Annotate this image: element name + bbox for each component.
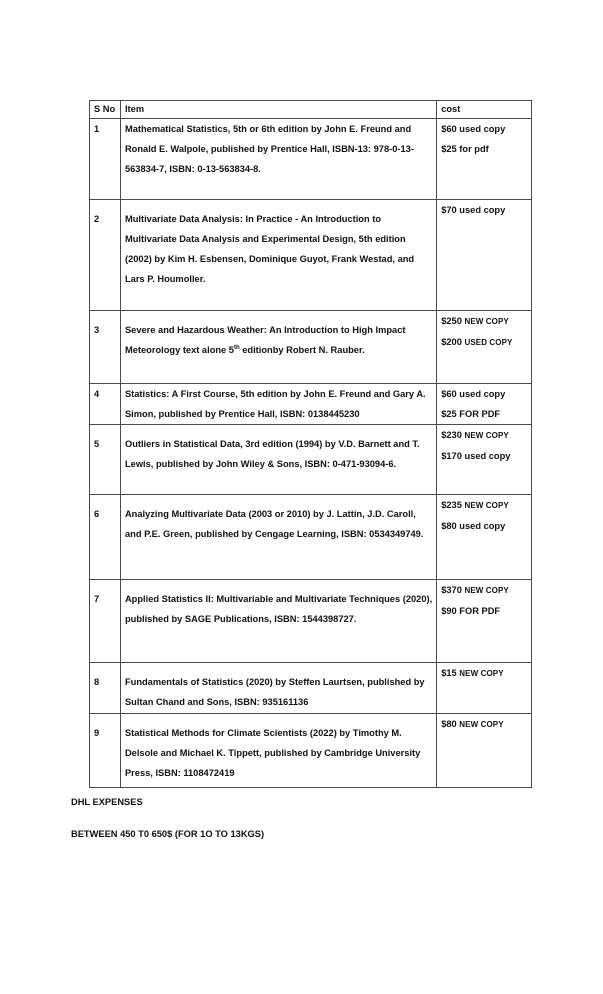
row-sno: 6 [90, 495, 121, 580]
table-row [90, 311, 532, 384]
row-item: Multivariate Data Analysis: In Practice - An Introduction to Multivariate Data Analysis and Experimental Design, 5th edition (2002) by Kim H. Esbensen, Dominique Guyot, Frank Westad, and Lars P. Houmoller. [120, 200, 436, 311]
row-item: Outliers in Statistical Data, 3rd edition (1994) by V.D. Barnett and T. Lewis, published by John Wiley & Sons, ISBN: 0-471-93094-6. [120, 425, 436, 495]
cost-line [441, 516, 527, 536]
dhl-expenses-note: BETWEEN 450 T0 650$ (FOR 1O TO 13KGS) [71, 829, 265, 839]
cost-label: used copy [459, 389, 506, 399]
header-sno: S No [90, 101, 121, 119]
cost-amount: $70 [441, 205, 457, 215]
header-item: Item [120, 101, 436, 119]
cost-line [441, 425, 527, 446]
dhl-expenses-heading: DHL EXPENSES [71, 797, 143, 807]
row-sno: 4 [90, 384, 121, 425]
row-cost [437, 495, 532, 580]
row-sno: 3 [90, 311, 121, 384]
cost-label: NEW COPY [464, 431, 509, 440]
cost-amount: $60 [441, 389, 457, 399]
row-sno: 9 [90, 714, 121, 788]
row-cost [437, 384, 532, 425]
cost-line [441, 495, 527, 516]
cost-label: NEW COPY [459, 720, 504, 729]
cost-label: NEW COPY [459, 669, 504, 678]
item-text: Severe and Hazardous Weather: An Introduction to High Impact Meteorology text alone 5 [124, 325, 406, 355]
table-row [90, 200, 532, 311]
cost-line [441, 332, 527, 353]
cost-line [441, 601, 527, 621]
cost-line [441, 311, 527, 332]
cost-label: FOR PDF [459, 606, 501, 616]
table-row [90, 495, 532, 580]
cost-label: NEW COPY [464, 317, 509, 326]
cost-line [441, 580, 527, 601]
row-item: Fundamentals of Statistics (2020) by Steffen Laurtsen, published by Sultan Chand and Sons, ISBN: 935161136 [120, 663, 436, 714]
cost-label: used copy [459, 205, 506, 215]
row-sno: 7 [90, 580, 121, 663]
cost-amount: $80 [441, 719, 457, 729]
row-item: Statistics: A First Course, 5th edition by John E. Freund and Gary A. Simon, published by Prentice Hall, ISBN: 0138445230 [120, 384, 436, 425]
cost-label: used copy [459, 124, 506, 134]
cost-line [441, 714, 527, 735]
row-cost [437, 200, 532, 311]
row-item: Analyzing Multivariate Data (2003 or 2010) by J. Lattin, J.D. Caroll, and P.E. Green, published by Cengage Learning, ISBN: 0534349749. [120, 495, 436, 580]
table-row [90, 425, 532, 495]
cost-line [441, 384, 527, 404]
table-row [90, 580, 532, 663]
row-sno: 1 [90, 119, 121, 200]
row-cost [437, 714, 532, 788]
row-cost [437, 119, 532, 200]
cost-label: USED COPY [464, 338, 513, 347]
cost-amount: $250 [441, 316, 462, 326]
cost-amount: $25 [441, 144, 457, 154]
book-cost-table [89, 100, 532, 788]
cost-amount: $235 [441, 500, 462, 510]
cost-line [441, 139, 527, 159]
row-cost [437, 311, 532, 384]
cost-amount: $170 [441, 451, 462, 461]
cost-label: for pdf [459, 144, 489, 154]
row-sno: 2 [90, 200, 121, 311]
table-row [90, 714, 532, 788]
row-item: Applied Statistics II: Multivariable and Multivariate Techniques (2020), published by SAGE Publications, ISBN: 1544398727. [120, 580, 436, 663]
cost-label: used copy [464, 451, 511, 461]
cost-label: used copy [459, 521, 506, 531]
cost-amount: $60 [441, 124, 457, 134]
row-cost [437, 425, 532, 495]
row-sno: 5 [90, 425, 121, 495]
table-row [90, 119, 532, 200]
cost-amount: $230 [441, 430, 462, 440]
header-cost: cost [437, 101, 532, 119]
cost-label: NEW COPY [464, 501, 509, 510]
table-header-row [90, 101, 532, 119]
cost-amount: $370 [441, 585, 462, 595]
row-item [120, 311, 436, 384]
cost-amount: $200 [441, 337, 462, 347]
cost-label: FOR PDF [459, 409, 501, 419]
table-row [90, 384, 532, 425]
cost-label: NEW COPY [464, 586, 509, 595]
item-text: editionby Robert N. Rauber. [239, 345, 365, 355]
superscript: th [233, 344, 240, 351]
cost-line [441, 446, 527, 466]
cost-amount: $25 [441, 409, 457, 419]
cost-amount: $15 [441, 668, 457, 678]
row-sno: 8 [90, 663, 121, 714]
cost-line [441, 119, 527, 139]
cost-amount: $90 [441, 606, 457, 616]
row-cost [437, 580, 532, 663]
cost-line [441, 663, 527, 684]
cost-line [441, 404, 527, 424]
cost-amount: $80 [441, 521, 457, 531]
row-item: Statistical Methods for Climate Scientists (2022) by Timothy M. Delsole and Michael K. Tippett, published by Cambridge University Press, ISBN: 1108472419 [120, 714, 436, 788]
cost-line [441, 200, 527, 220]
row-cost [437, 663, 532, 714]
table-row [90, 663, 532, 714]
row-item: Mathematical Statistics, 5th or 6th edition by John E. Freund and Ronald E. Walpole, published by Prentice Hall, ISBN-13: 978-0-13-563834-7, ISBN: 0-13-563834-8. [120, 119, 436, 200]
